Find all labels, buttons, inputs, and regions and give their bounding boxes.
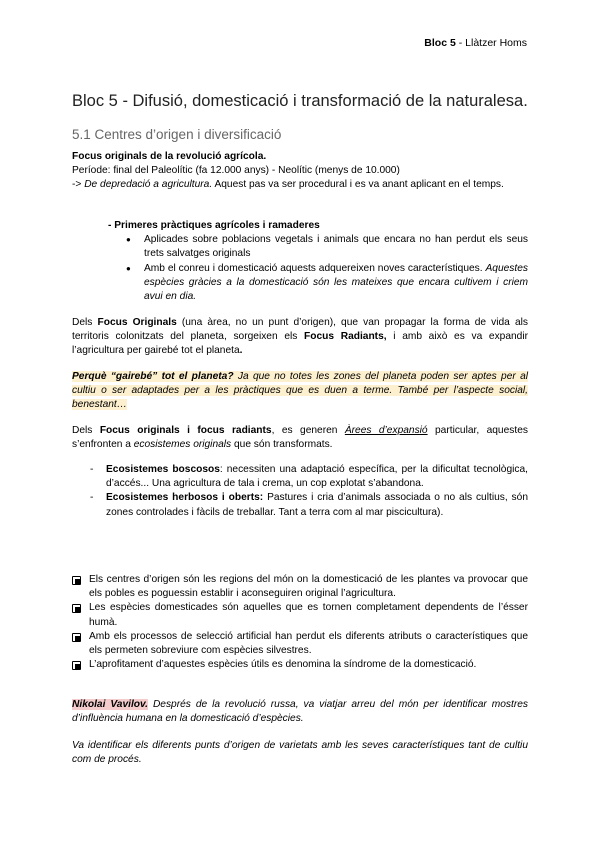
- focus-block: [72, 150, 528, 193]
- list-item: [72, 573, 528, 601]
- radiants-dot: .: [239, 345, 243, 357]
- document-title: Bloc 5 - Difusió, domesticació i transformació de la naturalesa.: [72, 92, 528, 110]
- expansion-bold: Focus originals i focus radiants: [99, 425, 272, 436]
- expansion-italic: ecosistemes originals: [133, 439, 232, 451]
- expansion-text-2: , es generen: [271, 425, 338, 436]
- list-item: [72, 491, 528, 519]
- practice-item-2: Amb el conreu i domesticació aquests adquereixen noves característiques.: [144, 262, 483, 274]
- focus-period: Període: final del Paleolític (fa 12.000 anys) - Neolític (menys de 10.000): [72, 165, 400, 177]
- list-item: [72, 630, 528, 658]
- checklist-text-1: Els centres d’origen són les regions del món on la domesticació de les plantes va provocar que els pobles es poguessin establir i aconseguiren original l’agricultura.: [89, 574, 528, 600]
- checkbox-icon: [72, 633, 81, 642]
- radiants-text-1: Dels: [72, 317, 93, 328]
- arrow-mark: ->: [72, 179, 82, 191]
- header-bloc: Bloc 5: [424, 37, 456, 49]
- final-text: Va identificar els diferents punts d’origen de varietats amb les seves característiques tant de cultiu com de procés.: [72, 740, 528, 766]
- list-item: [72, 463, 528, 491]
- practices-list: [72, 233, 528, 304]
- checklist-text-3: Amb els processos de selecció artificial han perdut els diferents atributs o característiques que els permeten sobreviure com espècies silvestres.: [89, 630, 528, 657]
- dash-mark: -: [90, 492, 94, 504]
- practices-heading: - Primeres pràctiques agrícoles i ramaderes: [108, 220, 320, 231]
- radiants-bold-2: Focus Radiants,: [304, 331, 387, 343]
- highlight-bold: Perquè “gairebé” tot el planeta?: [72, 371, 234, 382]
- list-item: [72, 601, 528, 629]
- focus-arrow-line: [72, 178, 528, 192]
- practice-item-1: Aplicades sobre poblacions vegetals i animals que encara no han perdut els seus trets salvatges originals: [144, 234, 528, 260]
- section-heading: 5.1 Centres d’origen i diversificació: [72, 127, 282, 142]
- ecosystem-bold-1: Ecosistemes boscosos: [106, 464, 220, 475]
- dash-mark: -: [90, 464, 94, 475]
- ecosystem-text-2: Pastures i cria d’animals associada o no als cultius, són zones controlades i fàcils de treballar. Tant a terra com al mar piscicultura).: [106, 492, 528, 518]
- radiants-text-2: (una àrea, no un punt d’origen), que van propagar la forma de vida als territoris colonitzats del planeta, sorgeixen els: [72, 317, 528, 343]
- expansion-text-4: que són transformats.: [233, 439, 333, 451]
- practice-item-2-italic: Aquestes espècies gràcies a la domesticació són les mateixes que encara cultivem i criem avui en dia.: [144, 262, 528, 303]
- practices-block: [72, 219, 528, 304]
- checklist-text-4: L’aprofitament d’aquestes espècies útils es denomina la síndrome de la domesticació.: [89, 659, 477, 671]
- list-item: [108, 262, 528, 305]
- radiants-text-3: i amb això es va expandir l’agricultura per gairebé tot el planeta: [72, 331, 528, 357]
- checkbox-icon: [72, 661, 81, 670]
- header-separator: -: [455, 37, 466, 49]
- highlight-text: Ja que no totes les zones del planeta poden ser aptes per al cultiu o ser adaptades per a les pràctiques que es duen a terme. També per l’aspecte social, benestant…: [72, 371, 528, 411]
- ecosystem-bold-2: Ecosistemes herbosos i oberts:: [106, 492, 264, 504]
- page-header: [424, 37, 527, 49]
- radiants-bold-1: Focus Originals: [97, 317, 177, 328]
- vavilov-name: Nikolai Vavilov.: [72, 699, 148, 710]
- list-item: [72, 658, 528, 672]
- vavilov-paragraph: [72, 698, 528, 726]
- final-paragraph: [72, 739, 528, 767]
- expansion-text-3: particular, aquestes s’enfronten a: [72, 425, 528, 451]
- expansion-text-1: Dels: [72, 425, 93, 436]
- expansion-paragraph: [72, 424, 528, 452]
- vavilov-text: Després de la revolució russa, va viatjar arreu del món per identificar mostres d’influència humana en la domesticació d’espècies.: [72, 699, 528, 725]
- highlight-paragraph: [72, 370, 528, 413]
- radiants-paragraph: [72, 316, 528, 359]
- checkbox-icon: [72, 604, 81, 613]
- ecosystem-text-1: : necessiten una adaptació específica, per la dificultat tecnològica, d’accés... Una agricultura de tala i crema, un cop explotat s’abandona.: [106, 464, 528, 490]
- header-author: Llàtzer Homs: [465, 37, 527, 49]
- focus-heading: Focus originals de la revolució agrícola.: [72, 151, 267, 162]
- ecosystems-list: [72, 463, 528, 520]
- arrow-italic: De depredació a agricultura.: [84, 179, 213, 191]
- list-item: [108, 233, 528, 261]
- checklist: [72, 573, 528, 672]
- arrow-rest: Aquest pas va ser procedural i es va anant aplicant en el temps.: [214, 179, 504, 191]
- checklist-text-2: Les espècies domesticades són aquelles que es tornen completament dependents de l’ésser humà.: [89, 602, 528, 628]
- expansion-underline: Àrees d’expansió: [344, 425, 428, 436]
- checkbox-icon: [72, 576, 81, 585]
